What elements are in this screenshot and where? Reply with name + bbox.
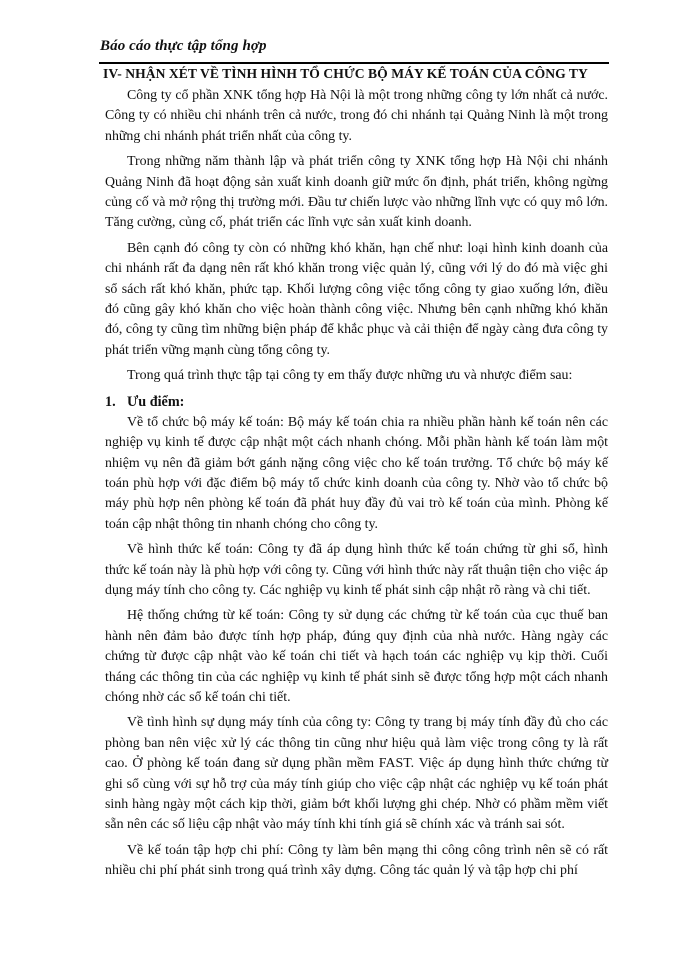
paragraph-intro: Công ty cổ phần XNK tổng hợp Hà Nội là một trong những công ty lớn nhất cả nước. Công ty có nhiều chi nhánh trên cả nước, trong đó chi nhánh tại Quảng Ninh là một trong những chi nhánh phát triển nhất của công ty. xyxy=(105,88,608,144)
document-body xyxy=(105,86,608,887)
subsection-number: 1. xyxy=(105,393,116,410)
paragraph-development: Trong những năm thành lập và phát triển công ty XNK tổng hợp Hà Nội chi nhánh Quảng Ninh đã hoạt động sản xuất kinh doanh giữ mức ổn định, phát triển, không ngừng củng cố và mở rộng thị trường mới. Đầu tư chiến lược vào những lĩnh vực có quy mô lớn. Tăng cường, củng cố, phát triển các lĩnh vực sản xuất kinh doanh. xyxy=(105,154,608,231)
running-header: Báo cáo thực tập tổng hợp xyxy=(100,38,267,54)
paragraph-difficulties: Bên cạnh đó công ty còn có những khó khăn, hạn chế như: loại hình kinh doanh của chi nhánh rất đa dạng nên rất khó khăn trong việc quản lý, cũng với lý do đó mà việc ghi sổ sách rất khó khăn, phức tạp. Khối lượng công việc tổng công ty giao xuống lớn, điều đó cũng gây khó khăn cho việc hoàn thành công việc. Nhưng bên cạnh những khó khăn đó, công ty cũng tìm những biện pháp để khắc phục và cải thiện để ngày càng đưa công ty phát triển vững mạnh cùng tổng công ty. xyxy=(105,240,608,358)
subsection-heading-advantages xyxy=(105,392,608,412)
section-heading: IV- NHẬN XÉT VỀ TÌNH HÌNH TỔ CHỨC BỘ MÁY KẾ TOÁN CỦA CÔNG TY xyxy=(103,66,588,81)
paragraph-voucher-system: Hệ thống chứng từ kế toán: Công ty sử dụng các chứng từ kế toán của cục thuế ban hành nên đảm bảo được tính hợp pháp, đúng quy định của nhà nước. Hàng ngày các chứng từ được cập nhật vào kế toán chi tiết và hạch toán các nghiệp vụ kịp thời. Cuối tháng các thông tin của các nghiệp vụ kinh tế phát sinh sẽ được tổng hợp một cách nhanh chóng nhờ các sổ kế toán chi tiết. xyxy=(105,608,608,705)
subsection-title: Ưu điểm: xyxy=(127,393,185,410)
paragraph-observations: Trong quá trình thực tập tại công ty em thấy được những ưu và nhược điểm sau: xyxy=(127,368,573,384)
paragraph-computer-usage: Về tình hình sự dụng máy tính của công ty: Công ty trang bị máy tính đầy đủ cho các phòng ban nên việc xử lý các thông tin cũng như hiệu quả làm việc trong công ty là rất cao. Ở phòng kế toán đang sử dụng phần mềm FAST. Việc áp dụng hình thức chứng từ ghi sổ cùng với sự hỗ trợ của máy tính giúp cho việc cập nhật các nghiệp vụ kế toán phát sinh hàng ngày một cách kịp thời, giảm bớt khối lượng ghi chép. Nhờ có phầm mềm viết sẵn nên các số liệu cập nhật vào máy tính khi tính giá sẽ chính xác và tránh sai sót. xyxy=(105,715,608,833)
paragraph-accounting-form: Về hình thức kế toán: Công ty đã áp dụng hình thức kế toán chứng từ ghi sổ, hình thức kế toán này là phù hợp với công ty. Cũng với hình thức này rất thuận tiện cho việc áp dụng máy tính cho công ty. Các nghiệp vụ kinh tế phát sinh cập nhật rõ ràng và chi tiết. xyxy=(105,542,608,598)
paragraph-cost-accounting: Về kế toán tập hợp chi phí: Công ty làm bên mạng thi công công trình nên sẽ có rất nhiều chi phí phát sinh trong quá trình xây dựng. Công tác quản lý và tập hợp chi phí xyxy=(105,842,608,879)
header-divider xyxy=(99,62,609,64)
paragraph-accounting-organization: Về tổ chức bộ máy kế toán: Bộ máy kế toán chia ra nhiều phần hành kế toán nên các nghiệp vụ kinh tế được cập nhật một cách nhanh chóng. Mỗi phần hành kế toán làm một nhiệm vụ nên đã giảm bớt gánh nặng công việc cho kế toán trưởng. Tổ chức bộ máy kế toán phù hợp với đặc điểm bộ máy tổ chức kinh doanh của công ty. Nhờ vào tổ chức bộ máy phù hợp nên phòng kế toán đã phát huy đầy đủ vai trò kế toán của mình. Phòng kế toán cập nhật thông tin nhanh chóng cho công ty. xyxy=(105,414,608,532)
